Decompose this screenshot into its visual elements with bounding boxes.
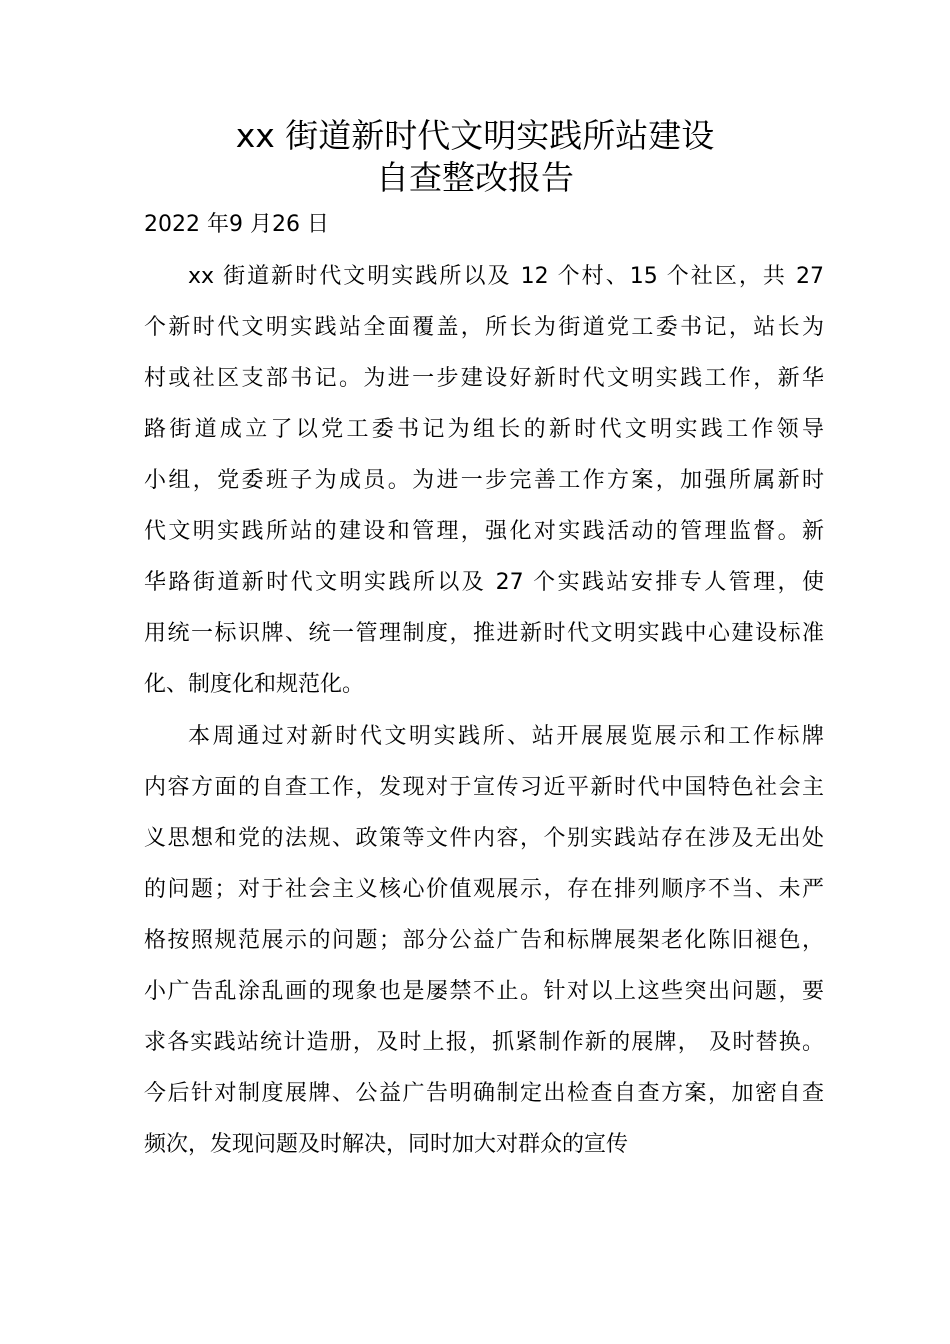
document-title-line-1: xx 街道新时代文明实践所站建设 <box>235 116 715 155</box>
paragraph-2-line-6: 小广告乱涂乱画的现象也是屡禁不止。针对以上这些突出问题，要 <box>144 979 824 1004</box>
paragraph-1-line-7: 华路街道新时代文明实践所以及 27 个实践站安排专人管理，使 <box>144 570 824 595</box>
paragraph-2-line-3: 义思想和党的法规、政策等文件内容，个别实践站存在涉及无出处 <box>144 826 824 851</box>
paragraph-1-line-1: xx 街道新时代文明实践所以及 12 个村、15 个社区，共 27 <box>188 264 824 289</box>
document-title-line-2: 自查整改报告 <box>376 158 574 197</box>
paragraph-2-line-9: 频次，发现问题及时解决，同时加大对群众的宣传 <box>144 1132 629 1157</box>
paragraph-1-line-4: 路街道成立了以党工委书记为组长的新时代文明实践工作领导 <box>144 417 824 442</box>
paragraph-1-line-3: 村或社区支部书记。为进一步建设好新时代文明实践工作，新华 <box>144 366 824 391</box>
paragraph-2-line-2: 内容方面的自查工作，发现对于宣传习近平新时代中国特色社会主 <box>144 775 824 800</box>
paragraph-2-line-8: 今后针对制度展牌、公益广告明确制定出检查自查方案，加密自查 <box>144 1081 824 1106</box>
paragraph-2-line-7: 求各实践站统计造册，及时上报，抓紧制作新的展牌， 及时替换。 <box>144 1030 824 1055</box>
paragraph-2-line-4: 的问题；对于社会主义核心价值观展示，存在排列顺序不当、未严 <box>144 877 824 902</box>
paragraph-1-line-6: 代文明实践所站的建设和管理，强化对实践活动的管理监督。新 <box>144 519 824 544</box>
report-date: 2022 年9 月26 日 <box>144 212 329 237</box>
paragraph-1-line-2: 个新时代文明实践站全面覆盖，所长为街道党工委书记，站长为 <box>144 315 824 340</box>
paragraph-1-line-8: 用统一标识牌、统一管理制度，推进新时代文明实践中心建设标准 <box>144 621 824 646</box>
paragraph-2-line-5: 格按照规范展示的问题；部分公益广告和标牌展架老化陈旧褪色， <box>144 928 824 953</box>
paragraph-1-line-9: 化、制度化和规范化。 <box>144 672 365 697</box>
paragraph-2-line-1: 本周通过对新时代文明实践所、站开展展览展示和工作标牌 <box>188 724 824 749</box>
paragraph-1-line-5: 小组，党委班子为成员。为进一步完善工作方案，加强所属新时 <box>144 468 824 493</box>
